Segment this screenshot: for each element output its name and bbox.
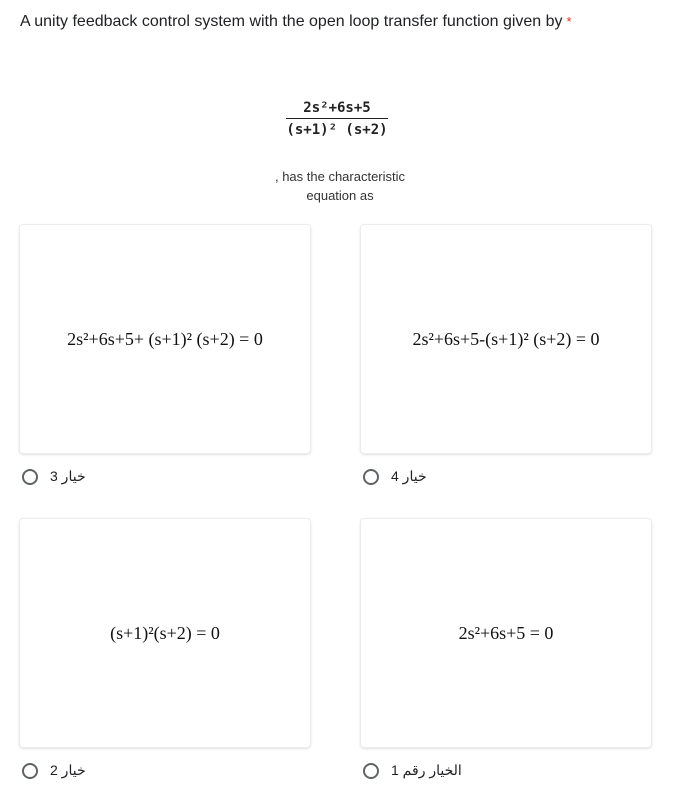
option-choice-2[interactable] — [22, 762, 86, 779]
question-text: A unity feedback control system with the open loop transfer function given by — [20, 13, 563, 30]
caption-line-2: equation as — [306, 188, 374, 203]
radio-button-3[interactable] — [22, 469, 38, 485]
radio-button-4[interactable] — [363, 469, 379, 485]
transfer-function-formula — [262, 100, 412, 138]
option-card-3[interactable] — [20, 225, 310, 453]
option-card-4[interactable] — [361, 225, 651, 453]
formula-denominator: (s+1)² (s+2) — [286, 122, 388, 138]
caption-line-1: , has the characteristic — [274, 169, 406, 184]
option-expression: 2s²+6s+5+ (s+1)² (s+2) = 0 — [67, 328, 263, 349]
option-expression: 2s²+6s+5-(s+1)² (s+2) = 0 — [412, 328, 600, 349]
option-card-1[interactable] — [361, 519, 651, 747]
question-title — [20, 8, 600, 35]
option-label: خيار 2 — [50, 762, 86, 778]
radio-button-1[interactable] — [363, 763, 379, 779]
option-card-2[interactable] — [20, 519, 310, 747]
formula-caption — [262, 167, 418, 205]
option-expression: 2s²+6s+5 = 0 — [458, 622, 554, 643]
formula-numerator: 2s²+6s+5 — [303, 100, 371, 116]
required-asterisk: * — [566, 14, 572, 29]
option-label: الخيار رقم 1 — [391, 762, 462, 778]
option-choice-3[interactable] — [22, 468, 86, 485]
option-label: خيار 3 — [50, 468, 86, 484]
option-label: خيار 4 — [391, 468, 427, 484]
option-expression: (s+1)²(s+2) = 0 — [110, 622, 220, 643]
radio-button-2[interactable] — [22, 763, 38, 779]
option-choice-4[interactable] — [363, 468, 427, 485]
option-choice-1[interactable] — [363, 762, 462, 779]
